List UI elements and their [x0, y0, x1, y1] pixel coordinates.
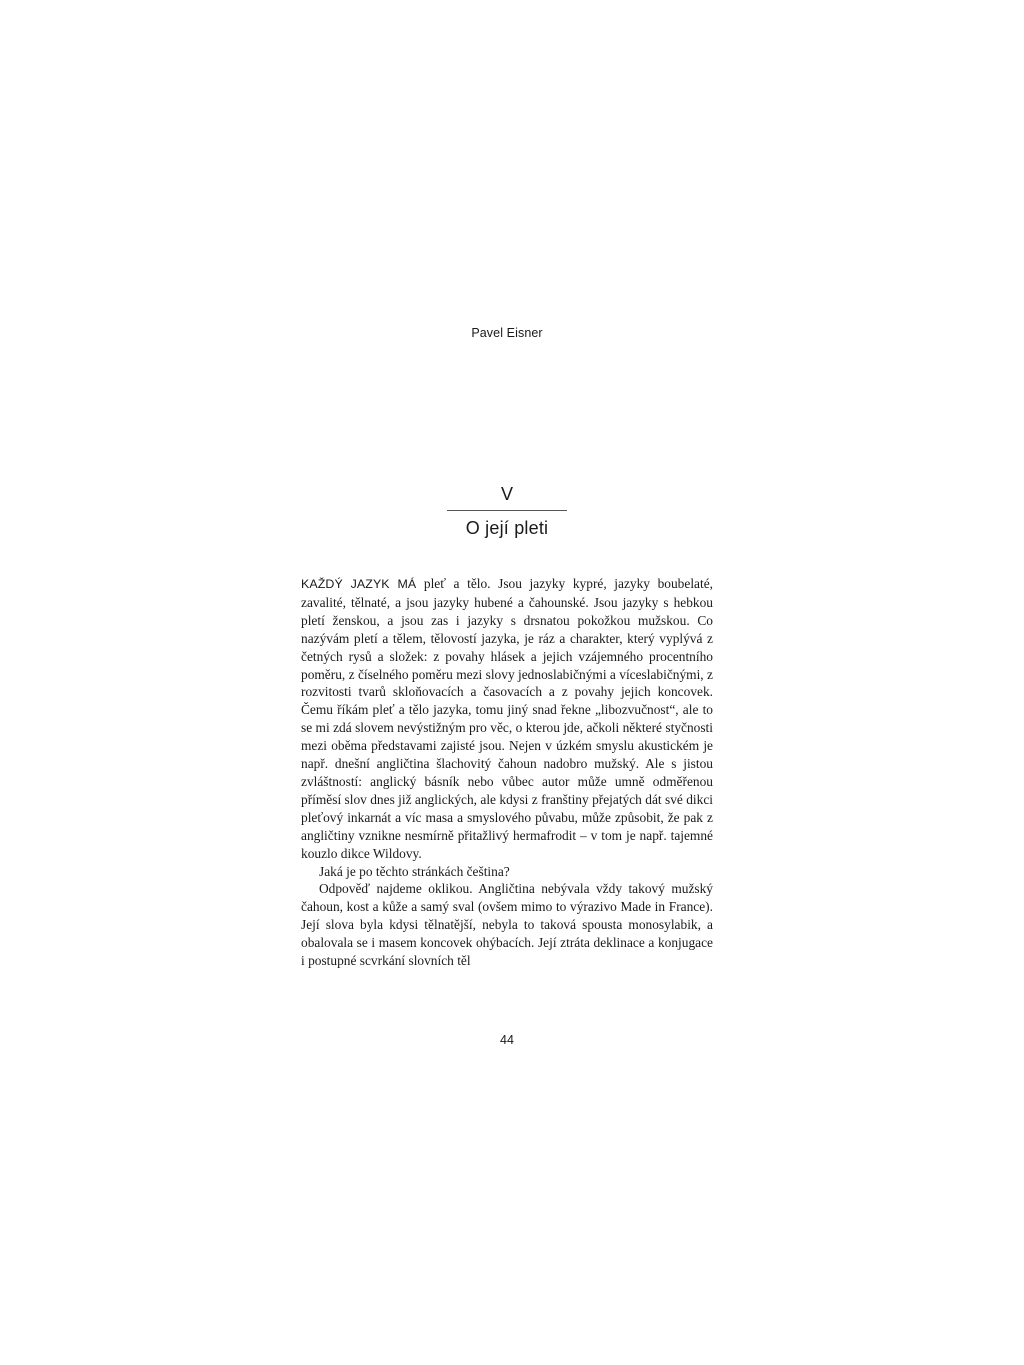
chapter-title: O její pleti: [465, 518, 549, 538]
paragraph-lead-caps: KAŽDÝ JAZYK MÁ: [301, 577, 417, 591]
body-text: [301, 575, 713, 970]
paragraph-3: Odpověď najdeme oklikou. Angličtina nebývala vždy takový mužský čahoun, kost a kůže a samý sval (ovšem mimo to výrazivo Made in France). Její slova byla kdysi tělnatější, nebyla to taková spousta monosylabik, a obalovala se i masem koncovek ohýbacích. Její ztráta deklinace a konjugace i postupné scvrkání slovních těl: [301, 881, 713, 969]
paragraph-1-text: pleť a tělo. Jsou jazyky kypré, jazyky boubelaté, zavalité, tělnaté, a jsou jazyky hubené a čahounské. Jsou jazyky s hebkou pletí ženskou, a jsou zas i jazyky s drsnatou pokožkou mužskou. Co nazývám pletí a tělem, tělovostí jazyka, je ráz a charakter, který vyplývá z četných rysů a složek: z povahy hlásek a jejich vzájemného procentního poměru, z číselného poměru mezi slovy jednoslabičnými a víceslabičnými, z rozvitosti tvarů skloňovacích a časovacích a z povahy jejich koncovek. Čemu říkám pleť a tělo jazyka, tomu jiný snad řekne „libozvučnost“, ale to se mi zdá slovem nevýstižným pro věc, o kterou jde, ačkoli některé styčnosti mezi oběma představami zajisté jsou. Nejen v úzkém smyslu akustickém je např. dnešní angličtina šlachovitý čahoun nadobro mužský. Ale s jistou zvláštností: anglický básník nebo vůbec autor může umně odměřenou příměsí slov dnes již anglických, ale kdysi z franštiny přejatých dát své dikci pleťový inkarnát a víc masa a smyslového půvabu, může způsobit, že pak z angličtiny vznikne nesmírně přitažlivý hermafrodit – v tom je např. tajemné kouzlo dikce Wildovy.: [301, 576, 713, 861]
chapter-number: V: [500, 484, 513, 504]
paragraph-1: [301, 575, 713, 863]
running-header-author: Pavel Eisner: [471, 326, 543, 340]
paragraph-2: Jaká je po těchto stránkách čeština?: [319, 863, 510, 879]
page-number: 44: [500, 1033, 514, 1047]
chapter-divider-rule: [447, 510, 567, 511]
